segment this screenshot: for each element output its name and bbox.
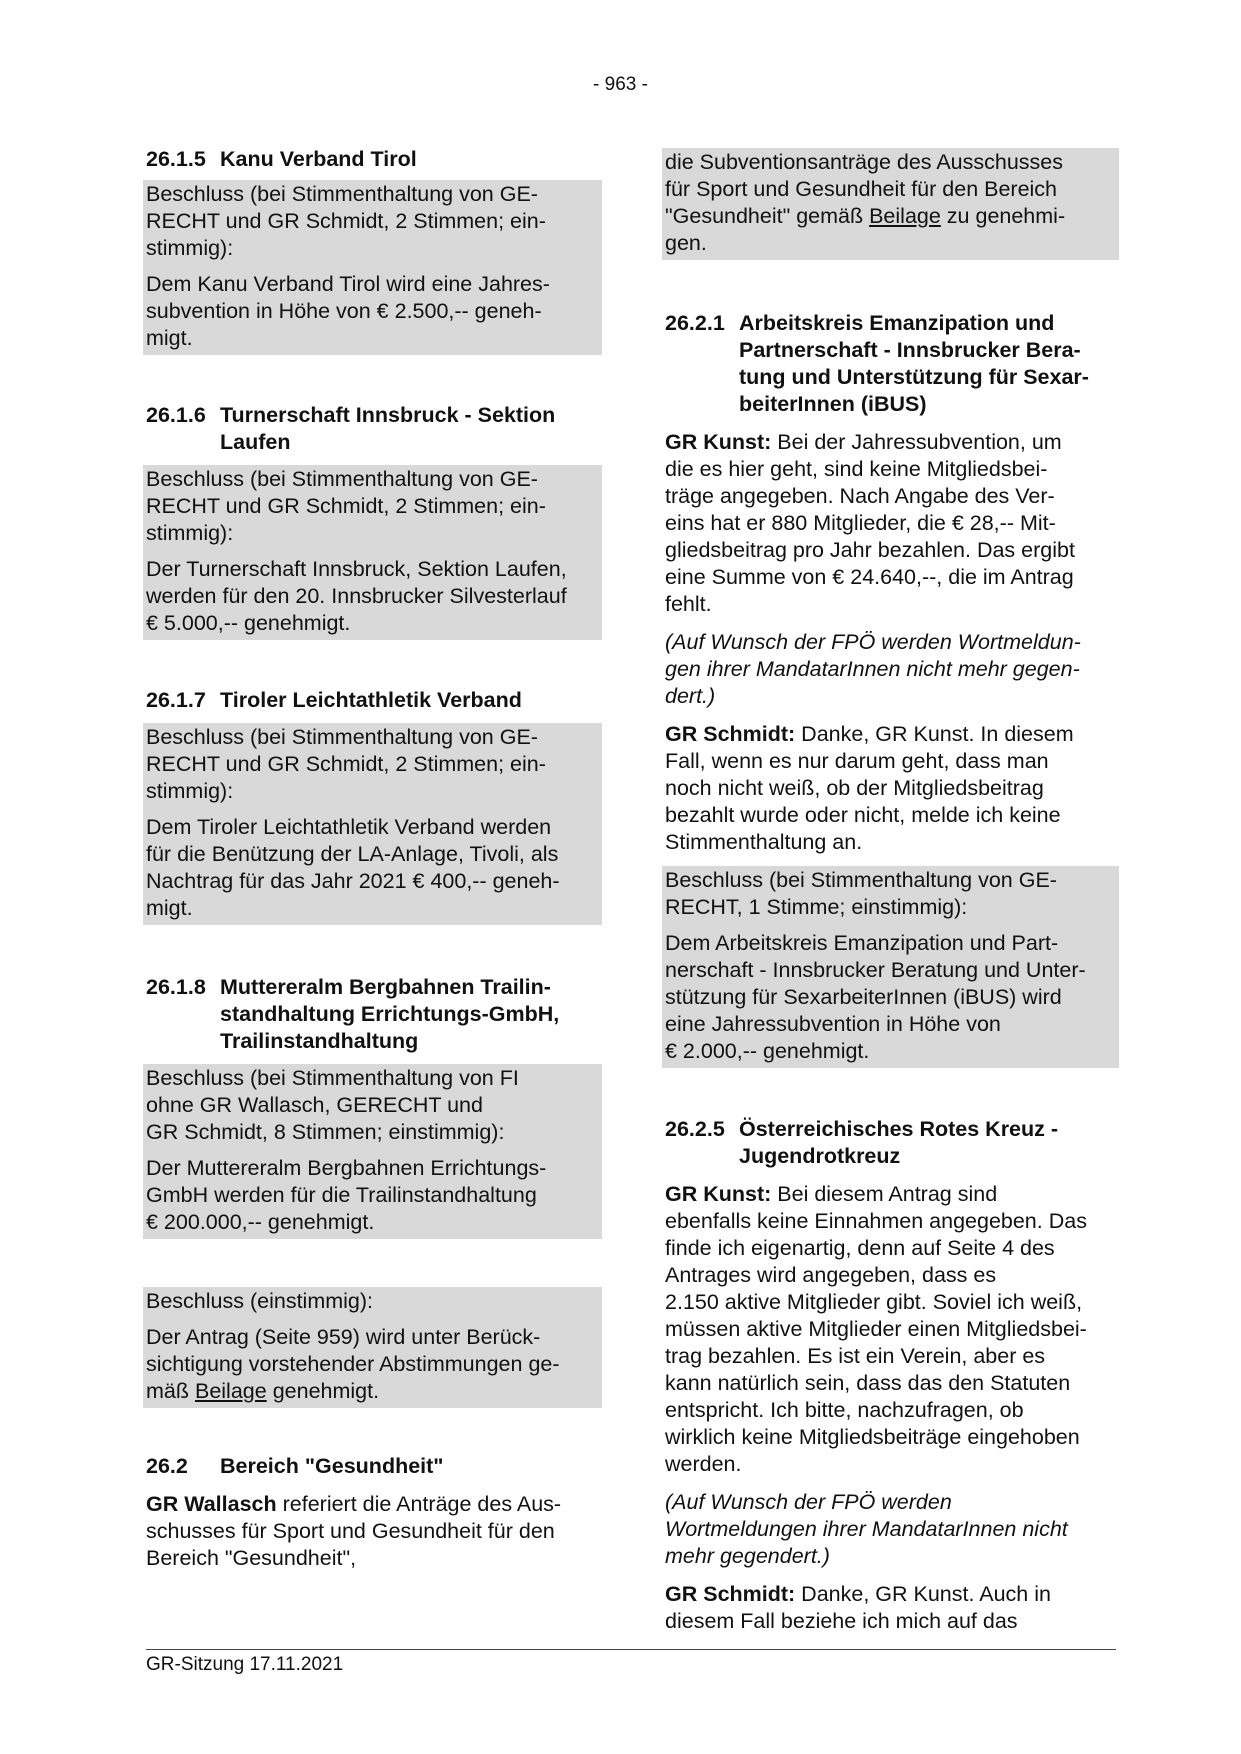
resolution-label <box>146 466 599 547</box>
line: diesem Fall beziehe ich mich auf das <box>665 1609 1018 1633</box>
resolution-text <box>146 814 599 922</box>
section-number: 26.2.1 <box>665 311 725 335</box>
section-heading <box>665 1116 1116 1170</box>
section-title <box>739 1116 1116 1170</box>
line: dert.) <box>665 684 716 708</box>
line: gen. <box>665 231 707 255</box>
line: ebenfalls keine Einnahmen angegeben. Das <box>665 1209 1087 1233</box>
right-column <box>665 148 1116 1635</box>
line: zu genehmi- <box>940 204 1066 228</box>
line: wirklich keine Mitgliedsbeiträge eingehoben <box>665 1425 1080 1449</box>
section-title <box>220 974 599 1055</box>
resolution-label <box>146 724 599 805</box>
section-title: Tiroler Leichtathletik Verband <box>220 688 522 712</box>
resolution-label: Beschluss (einstimmig): <box>146 1289 373 1313</box>
paragraph <box>665 429 1116 618</box>
resolution-label <box>146 1065 599 1146</box>
line: beiterInnen (iBUS) <box>739 392 927 416</box>
line: Danke, GR Kunst. Auch in <box>795 1582 1051 1606</box>
resolution-text <box>146 271 599 352</box>
line: werden für den 20. Innsbrucker Silvesterlauf <box>146 584 567 608</box>
line: Arbeitskreis Emanzipation und <box>739 311 1055 335</box>
line: finde ich eigenartig, denn auf Seite 4 des <box>665 1236 1055 1260</box>
resolution-box <box>143 465 602 640</box>
section-number: 26.1.5 <box>146 147 206 171</box>
line: 2.150 aktive Mitglieder gibt. Soviel ich weiß, <box>665 1290 1083 1314</box>
line: migt. <box>146 326 193 350</box>
line: stimmig): <box>146 236 234 260</box>
resolution-text <box>665 149 1116 257</box>
line: noch nicht weiß, ob der Mitgliedsbeitrag <box>665 776 1044 800</box>
line: genehmigt. <box>266 1379 380 1403</box>
line: Wortmeldungen ihrer MandatarInnen nicht <box>665 1517 1068 1541</box>
line: Beschluss (bei Stimmenthaltung von FI <box>146 1066 519 1090</box>
line: die es hier geht, sind keine Mitgliedsbei- <box>665 457 1048 481</box>
line: tung und Unterstützung für Sexar- <box>739 365 1089 389</box>
line: eine Jahressubvention in Höhe von <box>665 1012 1001 1036</box>
line: Nachtrag für das Jahr 2021 € 400,-- geneh- <box>146 869 560 893</box>
line: Der Muttereralm Bergbahnen Errichtungs- <box>146 1156 547 1180</box>
line: mäß <box>146 1379 195 1403</box>
section-number: 26.1.8 <box>146 975 206 999</box>
attachment-link[interactable]: Beilage <box>194 1379 267 1403</box>
line: Österreichisches Rotes Kreuz - <box>739 1117 1059 1141</box>
section-heading <box>665 310 1116 418</box>
line: eine Summe von € 24.640,--, die im Antrag <box>665 565 1074 589</box>
section-heading <box>146 402 599 456</box>
line: Der Antrag (Seite 959) wird unter Berück- <box>146 1325 541 1349</box>
left-column <box>146 146 599 1572</box>
speaker-name: GR Schmidt: <box>665 1582 796 1606</box>
line: stimmig): <box>146 779 234 803</box>
line: Beschluss (bei Stimmenthaltung von GE- <box>146 182 538 206</box>
line: trag bezahlen. Es ist ein Verein, aber es <box>665 1344 1046 1368</box>
resolution-box <box>143 723 602 925</box>
resolution-box <box>143 1287 602 1408</box>
section-number: 26.1.6 <box>146 403 206 427</box>
line: GmbH werden für die Trailinstandhaltung <box>146 1183 537 1207</box>
editorial-note <box>665 1489 1116 1570</box>
line: Danke, GR Kunst. In diesem <box>795 722 1074 746</box>
line: Beschluss (bei Stimmenthaltung von GE- <box>665 868 1057 892</box>
line: Dem Tiroler Leichtathletik Verband werden <box>146 815 552 839</box>
line: ohne GR Wallasch, GERECHT und <box>146 1093 483 1117</box>
line: stützung für SexarbeiterInnen (iBUS) wird <box>665 985 1062 1009</box>
line: Dem Kanu Verband Tirol wird eine Jahres- <box>146 272 550 296</box>
section-title <box>739 310 1116 418</box>
line: Stimmenthaltung an. <box>665 830 863 854</box>
resolution-box-continued <box>662 148 1119 260</box>
section-heading <box>146 146 599 173</box>
line: Dem Arbeitskreis Emanzipation und Part- <box>665 931 1059 955</box>
resolution-text <box>146 556 599 637</box>
section-title: Kanu Verband Tirol <box>220 147 417 171</box>
resolution-box <box>143 180 602 355</box>
line: kann natürlich sein, dass das den Statuten <box>665 1371 1071 1395</box>
resolution-text <box>146 1155 599 1236</box>
speaker-name: GR Schmidt: <box>665 722 796 746</box>
line: eins hat er 880 Mitglieder, die € 28,-- Mit- <box>665 511 1056 535</box>
line: sichtigung vorstehender Abstimmungen ge- <box>146 1352 560 1376</box>
paragraph <box>665 721 1116 856</box>
line: Laufen <box>220 430 291 454</box>
line: migt. <box>146 896 193 920</box>
line: Fall, wenn es nur darum geht, dass man <box>665 749 1049 773</box>
line: € 200.000,-- genehmigt. <box>146 1210 375 1234</box>
line: referiert die Anträge des Aus- <box>276 1492 562 1516</box>
line: träge angegeben. Nach Angabe des Ver- <box>665 484 1055 508</box>
line: (Auf Wunsch der FPÖ werden <box>665 1490 952 1514</box>
line: RECHT und GR Schmidt, 2 Stimmen; ein- <box>146 752 546 776</box>
speaker-name: GR Wallasch <box>146 1492 277 1516</box>
line: werden. <box>665 1452 742 1476</box>
section-title: Bereich "Gesundheit" <box>220 1454 444 1478</box>
line: Turnerschaft Innsbruck - Sektion <box>220 403 556 427</box>
resolution-box <box>143 1064 602 1239</box>
section-heading <box>146 1453 599 1480</box>
line: nerschaft - Innsbrucker Beratung und Unter- <box>665 958 1086 982</box>
line: Trailinstandhaltung <box>220 1029 419 1053</box>
line: Beschluss (bei Stimmenthaltung von GE- <box>146 467 538 491</box>
line: Antrages wird angegeben, dass es <box>665 1263 997 1287</box>
footer-divider <box>146 1649 1116 1650</box>
line: Beschluss (bei Stimmenthaltung von GE- <box>146 725 538 749</box>
line: stimmig): <box>146 521 234 545</box>
paragraph <box>665 1581 1116 1635</box>
speaker-name: GR Kunst: <box>665 1182 772 1206</box>
attachment-link[interactable]: Beilage <box>869 204 941 228</box>
section-number: 26.2 <box>146 1454 188 1478</box>
line: für die Benützung der LA-Anlage, Tivoli, als <box>146 842 559 866</box>
resolution-text <box>146 1324 599 1405</box>
section-heading <box>146 687 599 714</box>
footer-session-date: GR-Sitzung 17.11.2021 <box>146 1654 344 1675</box>
line: gen ihrer MandatarInnen nicht mehr gegen- <box>665 657 1080 681</box>
resolution-label <box>665 867 1116 921</box>
paragraph <box>665 1181 1116 1478</box>
line: die Subventionsanträge des Ausschusses <box>665 150 1064 174</box>
line: für Sport und Gesundheit für den Bereich <box>665 177 1058 201</box>
line: RECHT und GR Schmidt, 2 Stimmen; ein- <box>146 209 546 233</box>
page-number: - 963 - <box>593 74 648 95</box>
resolution-label <box>146 181 599 262</box>
line: Bei der Jahressubvention, um <box>771 430 1062 454</box>
speaker-name: GR Kunst: <box>665 430 772 454</box>
line: müssen aktive Mitglieder einen Mitgliedsbei- <box>665 1317 1087 1341</box>
line: schusses für Sport und Gesundheit für den <box>146 1519 555 1543</box>
editorial-note <box>665 629 1116 710</box>
line: Bereich "Gesundheit", <box>146 1546 357 1570</box>
resolution-box <box>662 866 1119 1068</box>
line: RECHT und GR Schmidt, 2 Stimmen; ein- <box>146 494 546 518</box>
paragraph <box>146 1491 599 1572</box>
line: fehlt. <box>665 592 712 616</box>
section-number: 26.2.5 <box>665 1117 725 1141</box>
line: Bei diesem Antrag sind <box>771 1182 998 1206</box>
line: RECHT, 1 Stimme; einstimmig): <box>665 895 968 919</box>
section-heading <box>146 974 599 1055</box>
line: (Auf Wunsch der FPÖ werden Wortmeldun- <box>665 630 1081 654</box>
line: Der Turnerschaft Innsbruck, Sektion Laufen, <box>146 557 567 581</box>
resolution-text <box>665 930 1116 1065</box>
line: Jugendrotkreuz <box>739 1144 901 1168</box>
line: entspricht. Ich bitte, nachzufragen, ob <box>665 1398 1024 1422</box>
line: GR Schmidt, 8 Stimmen; einstimmig): <box>146 1120 505 1144</box>
section-title <box>220 402 599 456</box>
line: bezahlt wurde oder nicht, melde ich keine <box>665 803 1061 827</box>
line: gliedsbeitrag pro Jahr bezahlen. Das ergibt <box>665 538 1075 562</box>
line: subvention in Höhe von € 2.500,-- geneh- <box>146 299 542 323</box>
line: "Gesundheit" gemäß <box>665 204 870 228</box>
line: Muttereralm Bergbahnen Trailin- <box>220 975 551 999</box>
line: Partnerschaft - Innsbrucker Bera- <box>739 338 1081 362</box>
line: mehr gegendert.) <box>665 1544 830 1568</box>
section-number: 26.1.7 <box>146 688 206 712</box>
line: € 2.000,-- genehmigt. <box>665 1039 870 1063</box>
line: standhaltung Errichtungs-GmbH, <box>220 1002 560 1026</box>
line: € 5.000,-- genehmigt. <box>146 611 351 635</box>
